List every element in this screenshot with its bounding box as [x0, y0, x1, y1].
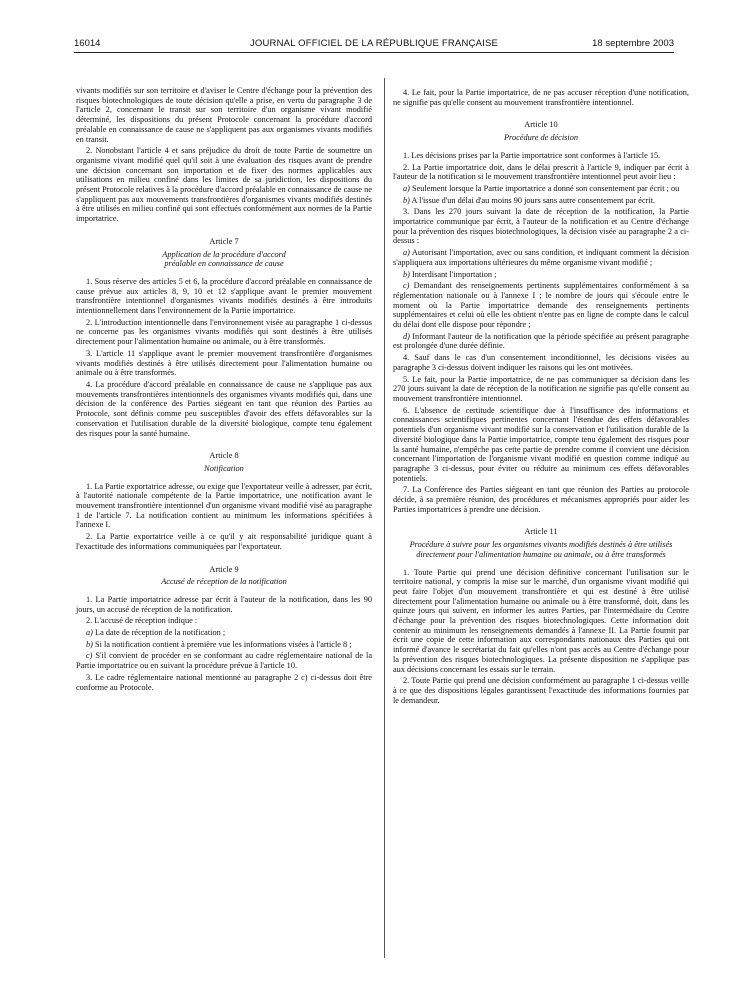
right-column: [393, 88, 689, 707]
item-text: La date de réception de la notification ;: [92, 628, 226, 638]
article-7-heading: Article 7: [209, 236, 239, 246]
paragraph: 3. Le cadre réglementaire national mentionné au paragraphe 2 c) ci-dessus doit être conforme au Protocole.: [76, 672, 372, 692]
page-header: [74, 38, 674, 52]
paragraph: 2. Toute Partie qui prend une décision conformément au paragraphe 1 ci-dessus veille à ce que des dispositions légales garantissent l'exactitude des informations fournies par le demandeur.: [393, 676, 689, 705]
item-text: Si la notification contient à première vue les informations visées à l'article 8 ;: [92, 639, 352, 649]
item-label: a): [403, 183, 410, 193]
item-label: c): [86, 651, 93, 661]
paragraph: 2. La Partie importatrice doit, dans le délai prescrit à l'article 9, indiquer par écrit à l'auteur de la notification si le mouvement transfrontière intentionnel peut avoir lieu :: [393, 162, 689, 182]
list-item: [393, 184, 689, 194]
list-item: [393, 281, 689, 330]
list-item: [76, 651, 372, 670]
list-item: [393, 270, 689, 280]
paragraph: 1. Les décisions prises par la Partie importatrice sont conformes à l'article 15.: [403, 150, 661, 160]
article-9-subtitle: Accusé de réception de la notification: [161, 577, 287, 587]
paragraph: 4. Sauf dans le cas d'un consentement inconditionnel, les décisions visées au paragraphe 3 ci-dessus doivent indiquer les raisons qui les ont motivées.: [393, 353, 689, 372]
paragraph: 2. L'accusé de réception indique :: [86, 616, 198, 626]
paragraph: 2. La Partie exportatrice veille à ce qu'il y ait responsabilité juridique quant à l'exactitude des informations communiquées par l'exportateur.: [76, 532, 372, 551]
left-column: [76, 86, 372, 694]
list-item: [393, 248, 689, 267]
paragraph: vivants modifiés sur son territoire et d'aviser le Centre d'échange pour la prévention des risques biotechnologiques de toute décision qu'elle a prise, en vertu du paragraphe 3 de l'article 2, concernant le transit sur son territoire d'un organisme vivant modifié déterminé, les dispositions du présent Protocole concernant la procédure d'accord préalable en connaissance de cause ne s'appliquent pas aux organismes vivants modifiés en transit.: [76, 86, 372, 144]
item-text: A l'issue d'un délai d'au moins 90 jours sans autre consentement par écrit.: [409, 195, 655, 205]
item-text: Interdisant l'importation ;: [409, 269, 497, 279]
paragraph: 4. Le fait, pour la Partie importatrice, de ne pas accuser réception d'une notification, ne signifie pas qu'elle consent au mouvement transfrontière intentionnel.: [393, 88, 689, 107]
list-item: [76, 628, 372, 638]
paragraph: 1. La Partie importatrice adresse par écrit à l'auteur de la notification, dans les 90 jours, un accusé de réception de la notification.: [76, 594, 372, 614]
page-number: 16014: [74, 38, 101, 49]
article-9-heading: Article 9: [209, 564, 239, 574]
paragraph: 1. Sous réserve des articles 5 et 6, la procédure d'accord préalable en connaissance de cause prévue aux articles 8, 9, 10 et 12 s'applique avant le premier mouvement transfrontière intentionnel d'organismes vivants modifiés destinés à être introduits intentionnellement dans l'environnement de la Partie importatrice.: [76, 276, 372, 316]
article-8-subtitle: Notification: [204, 463, 244, 473]
item-label: d): [403, 331, 410, 341]
paragraph: 2. Nonobstant l'article 4 et sans préjudice du droit de toute Partie de soumettre un organisme vivant modifié quel qu'il soit à une évaluation des risques avant de prendre une décision concernant son importation et de fixer des normes applicables aux utilisations en milieu confiné dans les limites de sa juridiction, les dispositions du présent Protocole relatives à la procédure d'accord préalable en connaissance de cause ne s'appliquent pas aux mouvements transfrontières d'organismes vivants modifiés destinés à être utilisés en milieu confiné qui sont effectués conformément aux normes de la Partie importatrice.: [76, 146, 372, 224]
article-11-heading: Article 11: [524, 527, 558, 537]
article-10-subtitle: Procédure de décision: [503, 133, 579, 143]
publication-date: 18 septembre 2003: [592, 38, 674, 49]
item-text: Seulement lorsque la Partie importatrice a donné son consentement par écrit ; ou: [409, 183, 680, 193]
journal-title: JOURNAL OFFICIEL DE LA RÉPUBLIQUE FRANÇAISE: [249, 38, 499, 49]
column-divider: [384, 78, 385, 958]
paragraph: 7. La Conférence des Parties siégeant en tant que réunion des Parties au protocole décide, à sa première réunion, des procédures et mécanismes appropriés pour aider les Parties importatrices à prendre une décision.: [393, 485, 689, 514]
item-label: b): [86, 639, 93, 649]
list-item: [393, 196, 689, 206]
item-label: c): [403, 281, 410, 291]
paragraph: 2. L'introduction intentionnelle dans l'environnement visée au paragraphe 1 ci-dessus ne concerne pas les organismes vivants modifiés qui sont destinés à être utilisés directement pour l'alimentation humaine ou animale, ou à être transformés.: [76, 317, 372, 347]
item-label: b): [403, 195, 410, 205]
item-text: Informant l'auteur de la notification que la période spécifiée au présent paragraphe est prolongée d'une durée définie.: [393, 331, 689, 351]
item-label: b): [403, 269, 410, 279]
list-item: [76, 640, 372, 650]
article-7-subtitle: [76, 250, 372, 269]
item-label: a): [403, 248, 410, 258]
article-8-heading: Article 8: [209, 451, 239, 461]
subtitle-line: préalable en connaissance de cause: [164, 259, 284, 269]
subtitle-line: Application de la procédure d'accord: [162, 249, 286, 259]
item-text: S'il convient de procéder en se conformant au cadre réglementaire national de la Partie importatrice ou en suivant la procédure prévue à l'article 10.: [76, 651, 372, 671]
item-label: a): [86, 628, 93, 638]
paragraph: 3. Dans les 270 jours suivant la date de réception de la notification, la Partie importatrice communique par écrit, à l'auteur de la notification et au Centre d'échange pour la prévention des risques biotechnologiques, la décision visée au paragraphe 2 a ci-dessus :: [393, 207, 689, 246]
header-rule: [74, 52, 674, 53]
paragraph: 6. L'absence de certitude scientifique due à l'insuffisance des informations et connaissances scientifiques pertinentes concernant l'étendue des effets défavorables potentiels d'un organisme vivant modifié sur la conservation et l'utilisation durable de la diversité biologique dans la Partie importatrice, compte tenu également des risques pour la santé humaine, n'empêche pas cette partie de prendre comme il convient une décision concernant l'importation de l'organisme vivant modifié en question comme indiqué au paragraphe 3 ci-dessus, pour éviter ou réduire au minimum ces effets défavorables potentiels.: [393, 405, 689, 483]
paragraph: 1. Toute Partie qui prend une décision définitive concernant l'utilisation sur le territoire national, y compris la mise sur le marché, d'un organisme vivant modifié qui peut faire l'objet d'un mouvement transfrontière et qui est destiné à être utilisé directement pour l'alimentation humaine ou animale ou à être transformé, doit, dans les quinze jours qui suivent, en informer les autres Parties, par l'intermédiaire du Centre d'échange pour la prévention des risques biotechnologiques. Cette information doit contenir au minimum les renseignements demandés à l'annexe II. La Partie fournit par écrit une copie de cette information aux correspondants nationaux des Parties qui ont informé d'avance le secrétariat du fait qu'elles n'ont pas accès au Centre d'échange pour la prévention des risques biotechnologiques. La présente disposition ne s'applique pas aux décisions concernant les essais sur le terrain.: [393, 567, 689, 674]
article-10-heading: Article 10: [524, 120, 558, 130]
paragraph: 3. L'article 11 s'applique avant le premier mouvement transfrontière d'organismes vivants modifiés destinés à être utilisés directement pour l'alimentation humaine ou animale ou à être transformés.: [76, 348, 372, 378]
list-item: [393, 332, 689, 351]
item-text: Demandant des renseignements pertinents supplémentaires conformément à sa réglementation nationale ou à l'annexe I ; le nombre de jours qui s'écoule entre le moment où la Partie importatrice demande des renseignements pertinents supplémentaires et celui où elle les obtient n'entre pas en ligne de compte dans le calcul du délai dont elle dispose pour répondre ;: [393, 281, 689, 330]
paragraph: 5. Le fait, pour la Partie importatrice, de ne pas communiquer sa décision dans les 270 jours suivant la date de réception de la notification ne signifie pas qu'elle consent au mouvement transfrontière intentionnel.: [393, 374, 689, 403]
paragraph: 4. La procédure d'accord préalable en connaissance de cause ne s'applique pas aux mouvements transfrontières intentionnels des organismes vivants modifiés qui, dans une décision de la conférence des Parties siégeant en tant que réunion des Parties au Protocole, sont définis comme peu susceptibles d'avoir des effets défavorables sur la conservation et l'utilisation durable de la diversité biologique, compte tenu également des risques pour la santé humaine.: [76, 379, 372, 438]
article-11-subtitle: Procédure à suivre pour les organismes vivants modifiés destinés à être utilisés directement pour l'alimentation humaine ou animale, ou à être transformés: [409, 540, 673, 559]
item-text: Autorisant l'importation, avec ou sans condition, et indiquant comment la décision s'appliquera aux importations ultérieures du même organisme vivant modifié ;: [393, 248, 689, 267]
paragraph: 1. La Partie exportatrice adresse, ou exige que l'exportateur veille à adresser, par écrit, à l'autorité nationale compétente de la Partie importatrice, une notification avant le mouvement transfrontière intentionnel d'un organisme vivant modifié visé au paragraphe 1 de l'article 7. La notification contient au minimum les informations spécifiées à l'annexe I.: [76, 481, 372, 530]
